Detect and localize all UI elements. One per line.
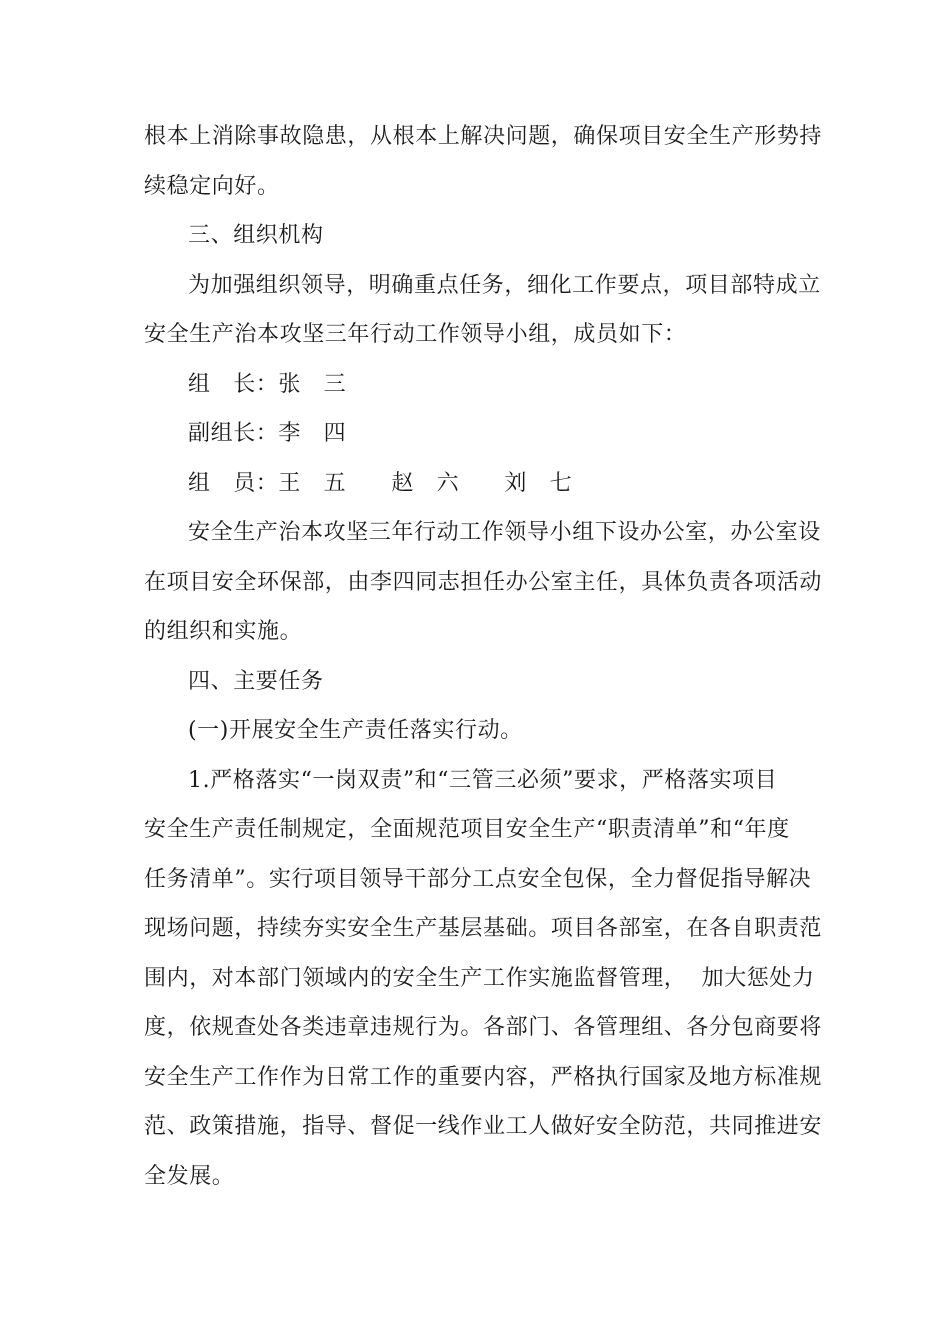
text-line: 现场问题，持续夯实安全生产基层基础。项目各部室，在各自职责范 bbox=[144, 916, 823, 941]
paragraph-office bbox=[144, 508, 823, 657]
text-line: 安全生产治本攻坚三年行动工作领导小组，成员如下： bbox=[144, 322, 687, 347]
text-line: 的组织和实施。 bbox=[144, 619, 303, 644]
text-line: 续稳定向好。 bbox=[144, 173, 280, 199]
text-line: 全发展。 bbox=[144, 1163, 235, 1189]
text-line: 在项目安全环保部，由李四同志担任办公室主任，具体负责各项活动 bbox=[144, 569, 823, 595]
text-line: 根本上消除事故隐患，从根本上解决问题，确保项目安全生产形势持 bbox=[144, 124, 823, 149]
document-page bbox=[144, 112, 823, 1201]
text-line: 度，依规查处各类违章违规行为。各部门、各管理组、各分包商要将 bbox=[144, 1015, 823, 1040]
member-list: 组 员：王 五 赵 六 刘 七 bbox=[188, 470, 573, 496]
member-leader: 组 长：张 三 bbox=[188, 371, 347, 397]
paragraph-organization bbox=[144, 261, 821, 360]
member-deputy-leader: 副组长：李 四 bbox=[188, 421, 347, 446]
text-line: 为加强组织领导，明确重点任务，细化工作要点，项目部特成立 bbox=[188, 272, 821, 298]
text-line: 任务清单”。实行项目领导干部分工点安全包保，全力督促指导解决 bbox=[144, 866, 812, 892]
section-heading-main-tasks: 四、主要任务 bbox=[188, 668, 324, 694]
subsection-heading-responsibility: (一)开展安全生产责任落实行动。 bbox=[188, 718, 523, 743]
text-line: 范、政策措施，指导、督促一线作业工人做好安全防范，共同推进安 bbox=[144, 1114, 823, 1139]
paragraph-item-1 bbox=[144, 756, 823, 1202]
paragraph-intro-tail bbox=[144, 112, 823, 211]
text-line: 安全生产工作作为日常工作的重要内容，严格执行国家及地方标准规 bbox=[144, 1064, 823, 1090]
section-heading-organization: 三、组织机构 bbox=[188, 223, 324, 248]
text-line: 1.严格落实“一岗双责”和“三管三必须”要求，严格落实项目 bbox=[188, 767, 778, 793]
text-line: 安全生产责任制规定，全面规范项目安全生产“职责清单”和“年度 bbox=[144, 817, 790, 842]
text-line: 围内，对本部门领域内的安全生产工作实施监督管理， 加大惩处力 bbox=[144, 965, 815, 991]
text-line: 安全生产治本攻坚三年行动工作领导小组下设办公室，办公室设 bbox=[188, 520, 821, 545]
